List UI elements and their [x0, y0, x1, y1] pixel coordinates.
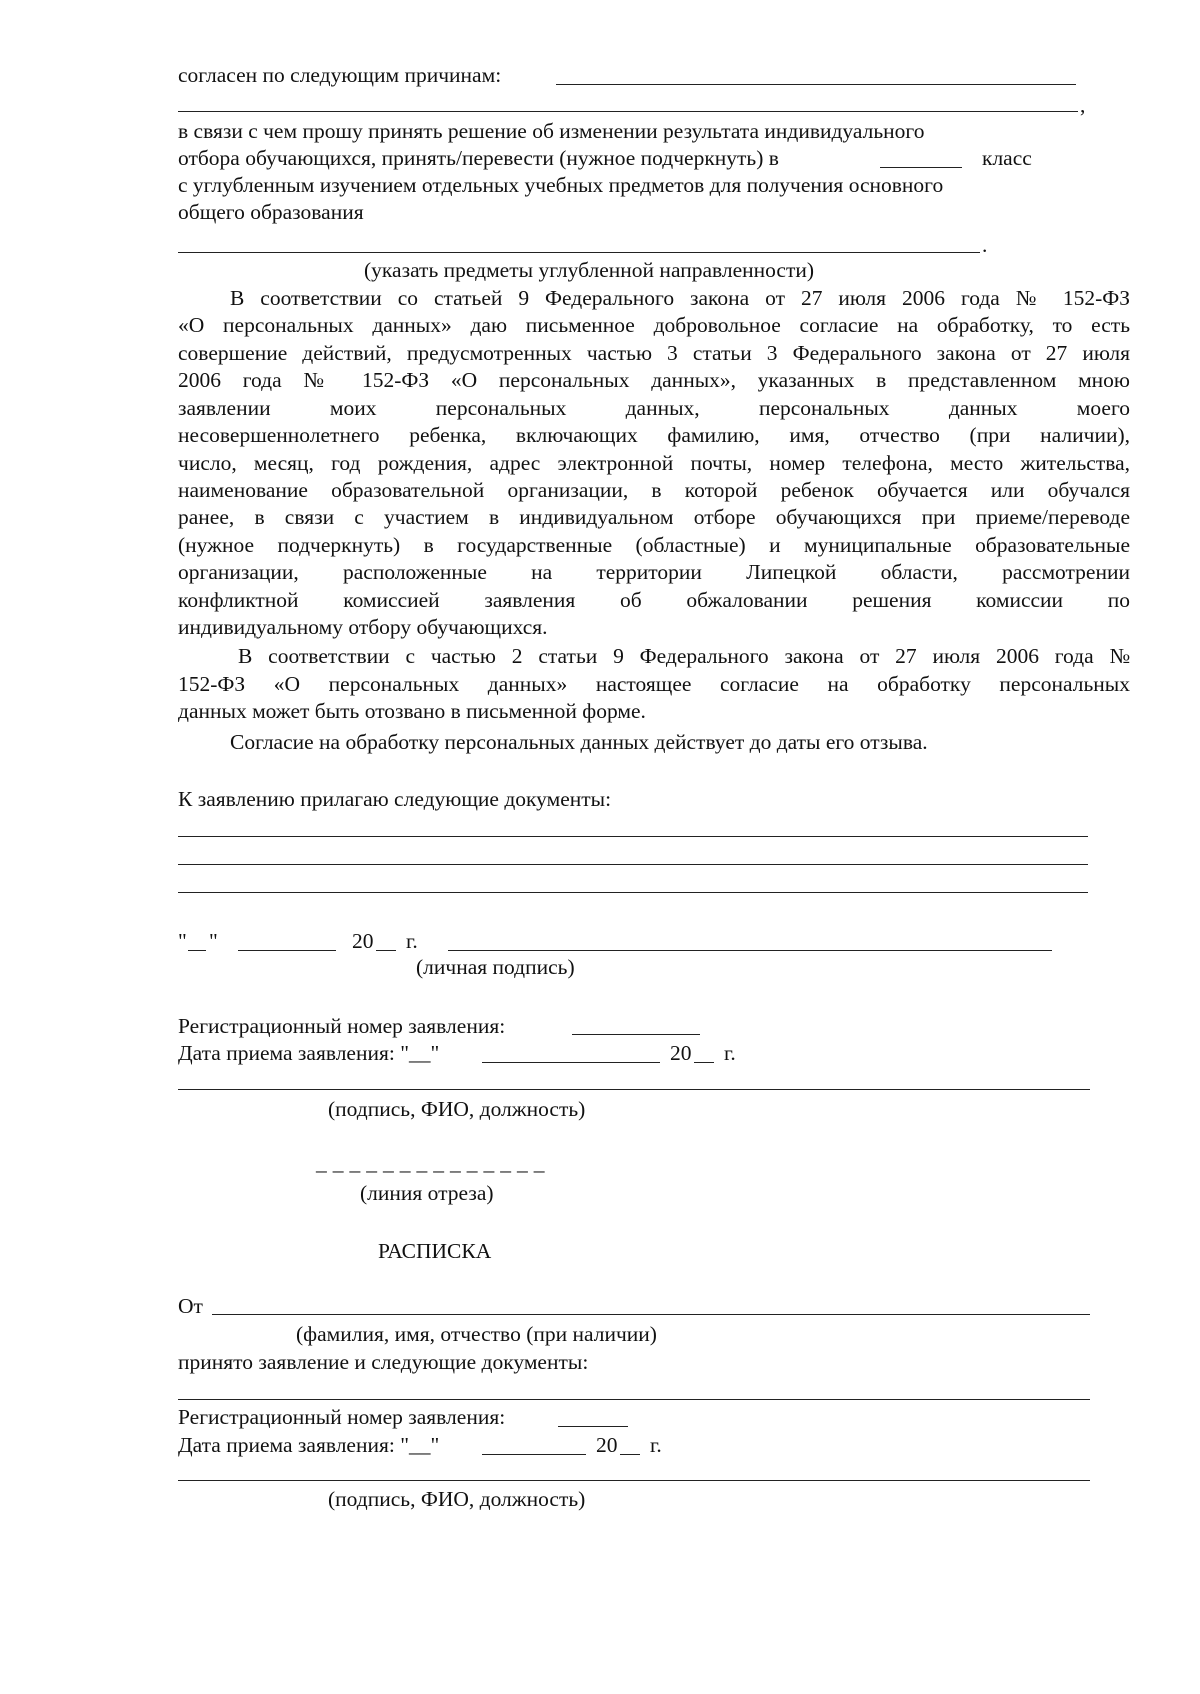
- consent-p1-line-1: В соответствии со статьей 9 Федерального закона от 27 июля 2006 года № 152-ФЗ: [230, 286, 1130, 310]
- consent-p1-line-7: число, месяц, год рождения, адрес электронной почты, номер телефона, место жительства,: [178, 451, 1130, 475]
- reg-number-field[interactable]: [572, 1034, 700, 1035]
- receipt-from-caption: (фамилия, имя, отчество (при наличии): [296, 1322, 657, 1346]
- receipt-official-signature-field[interactable]: [178, 1480, 1090, 1481]
- receipt-date-label: Дата приема заявления: "__": [178, 1433, 440, 1457]
- sign-day-field[interactable]: [188, 950, 206, 951]
- receipt-official-caption: (подпись, ФИО, должность): [328, 1487, 586, 1511]
- sign-year-suffix: г.: [406, 929, 418, 953]
- sign-date-quote-close: ": [209, 929, 218, 953]
- consent-p2-line-2: 152-ФЗ «О персональных данных» настоящее согласие на обработку персональных: [178, 672, 1130, 696]
- receipt-year-field[interactable]: [620, 1454, 640, 1455]
- reg-number-label: Регистрационный номер заявления:: [178, 1014, 506, 1038]
- consent-p1-line-10: (нужное подчеркнуть) в государственные (областные) и муниципальные образовательные: [178, 533, 1130, 557]
- request-line-1: в связи с чем прошу принять решение об изменении результата индивидуального: [178, 119, 925, 143]
- reasons-field[interactable]: [556, 84, 1076, 85]
- reg-date-field[interactable]: [482, 1062, 660, 1063]
- receipt-year-prefix: 20: [596, 1433, 618, 1457]
- sign-year-field[interactable]: [376, 950, 396, 951]
- receipt-date-field[interactable]: [482, 1454, 586, 1455]
- consent-p1-line-6: несовершеннолетнего ребенка, включающих фамилию, имя, отчество (при наличии),: [178, 423, 1130, 447]
- attachment-field-1[interactable]: [178, 836, 1088, 837]
- reg-year-prefix: 20: [670, 1041, 692, 1065]
- receipt-title: РАСПИСКА: [378, 1239, 492, 1263]
- reasons-field-continued[interactable]: [178, 111, 1078, 112]
- subjects-dot: .: [982, 233, 988, 257]
- reasons-label: согласен по следующим причинам:: [178, 63, 502, 87]
- personal-signature-field[interactable]: [448, 950, 1052, 951]
- consent-p1-line-12: конфликтной комиссией заявления об обжаловании решения комиссии по: [178, 588, 1130, 612]
- receipt-accepted-label: принято заявление и следующие документы:: [178, 1350, 589, 1374]
- reg-date-label: Дата приема заявления: "__": [178, 1041, 440, 1065]
- consent-p1-line-4: 2006 года № 152-ФЗ «О персональных данных», указанных в представленном мною: [178, 368, 1130, 392]
- reg-year-field[interactable]: [694, 1062, 714, 1063]
- attachment-field-2[interactable]: [178, 864, 1088, 865]
- receipt-year-suffix: г.: [650, 1433, 662, 1457]
- receipt-reg-number-label: Регистрационный номер заявления:: [178, 1405, 506, 1429]
- receipt-from-label: От: [178, 1294, 203, 1318]
- request-line-2a: отбора обучающихся, принять/перевести (нужное подчеркнуть) в: [178, 146, 779, 170]
- reg-official-signature-field[interactable]: [178, 1089, 1090, 1090]
- cut-line-caption: (линия отреза): [360, 1181, 494, 1205]
- receipt-reg-number-field[interactable]: [558, 1426, 628, 1427]
- consent-p2-line-3: данных может быть отозвано в письменной форме.: [178, 699, 646, 723]
- sign-year-prefix: 20: [352, 929, 374, 953]
- request-line-4: общего образования: [178, 200, 364, 224]
- consent-p1-line-3: совершение действий, предусмотренных частью 3 статьи 3 Федерального закона от 27 июля: [178, 341, 1130, 365]
- attachments-label: К заявлению прилагаю следующие документы:: [178, 787, 612, 811]
- subjects-field[interactable]: [178, 252, 980, 253]
- receipt-documents-field[interactable]: [178, 1399, 1090, 1400]
- consent-p1-line-8: наименование образовательной организации, в которой ребенок обучается или обучался: [178, 478, 1130, 502]
- consent-p1-line-5: заявлении моих персональных данных, персональных данных моего: [178, 396, 1130, 420]
- trailing-comma: ,: [1080, 93, 1086, 117]
- reg-year-suffix: г.: [724, 1041, 736, 1065]
- consent-p1-line-13: индивидуальному отбору обучающихся.: [178, 615, 548, 639]
- consent-p1-line-11: организации, расположенные на территории Липецкой области, рассмотрении: [178, 560, 1130, 584]
- subjects-caption: (указать предметы углубленной направленности): [364, 258, 815, 282]
- request-line-3: с углубленным изучением отдельных учебных предметов для получения основного: [178, 173, 944, 197]
- consent-p1-line-2: «О персональных данных» даю письменное добровольное согласие на обработку, то есть: [178, 313, 1130, 337]
- sign-date-quote-open: ": [178, 929, 187, 953]
- sign-month-field[interactable]: [238, 950, 336, 951]
- cut-line: ______________: [316, 1151, 551, 1175]
- receipt-from-field[interactable]: [212, 1314, 1090, 1315]
- attachment-field-3[interactable]: [178, 892, 1088, 893]
- consent-p1-line-9: ранее, в связи с участием в индивидуальном отборе обучающихся при приеме/переводе: [178, 505, 1130, 529]
- reg-official-caption: (подпись, ФИО, должность): [328, 1097, 586, 1121]
- consent-p3: Согласие на обработку персональных данных действует до даты его отзыва.: [230, 730, 928, 754]
- request-line-2b: класс: [982, 146, 1032, 170]
- personal-signature-caption: (личная подпись): [416, 955, 575, 979]
- class-field[interactable]: [880, 167, 962, 168]
- consent-p2-line-1: В соответствии с частью 2 статьи 9 Федерального закона от 27 июля 2006 года №: [238, 644, 1130, 668]
